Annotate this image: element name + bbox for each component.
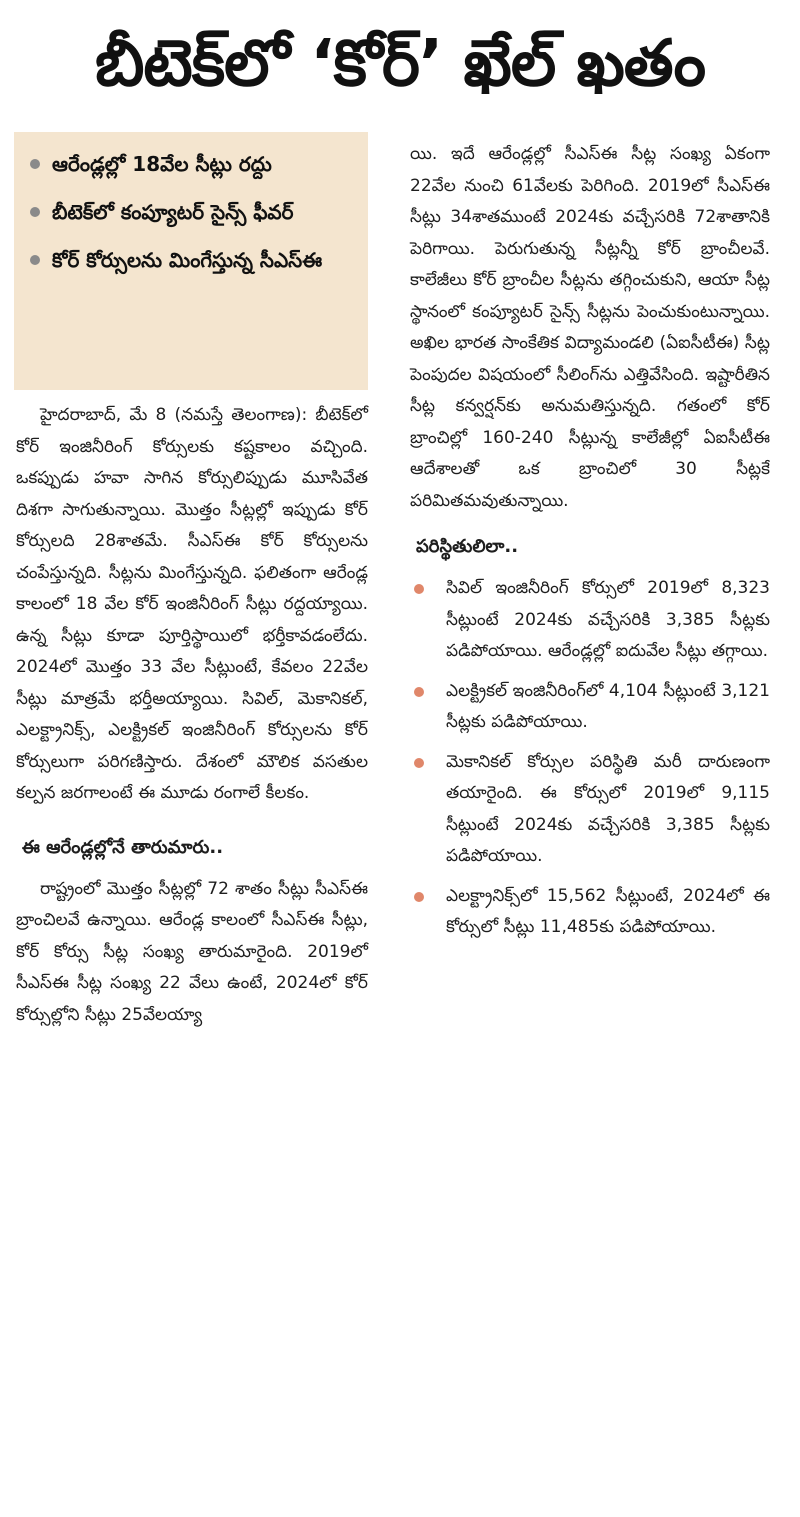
left-column (16, 400, 368, 1031)
intro-paragraph: హైదరాబాద్, మే 8 (నమస్తే తెలంగాణ): బీటెక్‌లో కోర్ ఇంజినీరింగ్ కోర్సులకు కష్టకాలం వచ్చింది. ఒకప్పుడు హవా సాగిన కోర్సులిప్పుడు మూసివేత దిశగా సాగుతున్నాయి. మొత్తం సీట్లల్లో ఇప్పుడు కోర్ కోర్సులది 28శాతమే. సీఎస్‌ఈ కోర్ కోర్సులను చంపేస్తున్నది. సీట్లను మింగేస్తున్నది. ఫలితంగా ఆరేండ్ల కాలంలో 18 వేల కోర్ ఇంజినీరింగ్ సీట్లు రద్దయ్యాయి. ఉన్న సీట్లు కూడా పూర్తిస్థాయిలో భర్తీకావడంలేదు. 2024లో మొత్తం 33 వేల సీట్లుంటే, కేవలం 22వేల సీట్లు మాత్రమే భర్తీఅయ్యాయి. సివిల్, మెకానికల్, ఎలక్ట్రానిక్స్, ఎలక్ట్రికల్ ఇంజినీరింగ్ కోర్సులను కోర్ కోర్సులుగా పరిగణిస్తారు. దేశంలో మౌలిక వసతుల కల్పన జరగాలంటే ఈ మూడు రంగాలే కీలకం. (16, 405, 368, 803)
body-paragraph-continued: యి. ఇదే ఆరేండ్లల్లో సీఎస్‌ఈ సీట్ల సంఖ్య ఏకంగా 22వేల నుంచి 61వేలకు పెరిగింది. 2019లో సీఎస్‌ఈ సీట్లు 34శాతముంటే 2024కు వచ్చేసరికి 72శాతానికి పెరిగాయి. పెరుగుతున్న సీట్లన్నీ కోర్ బ్రాంచీలవే. కాలేజీలు కోర్ బ్రాంచీల సీట్లను తగ్గించుకుని, ఆయా సీట్ల స్థానంలో కంప్యూటర్ సైన్స్ సీట్లను పెంచుకుంటున్నాయి. అఖిల భారత సాంకేతిక విద్యామండలి (ఏఐసీటీఈ) సీట్ల పెంపుదల విషయంలో సీలింగ్‌ను ఎత్తివేసింది. ఇష్టారీతిన సీట్ల కన్వర్షన్‌కు అనుమతిస్తున్నది. గతంలో కోర్ బ్రాంచిల్లో 160-240 సీట్లున్న కాలేజీల్లో ఏఐసీటీఈ ఆదేశాలతో ఒక బ్రాంచిలో 30 సీట్లకే పరిమితమవుతున్నాయి. (410, 144, 770, 511)
statistic-item-civil: సివిల్ ఇంజినీరింగ్ కోర్సులో 2019లో 8,323 సీట్లుంటే 2024కు వచ్చేసరికి 3,385 సీట్లకు పడిపోయాయి. ఆరేండ్లల్లో ఐదువేల సీట్లు తగ్గాయి. (410, 573, 770, 668)
statistic-item-mechanical: మెకానికల్ కోర్సుల పరిస్థితి మరీ దారుణంగా తయారైంది. ఈ కోర్సులో 2019లో 9,115 సీట్లుంటే 2024కు వచ్చేసరికి 3,385 సీట్లకు పడిపోయాయి. (410, 747, 770, 873)
statistics-list (410, 573, 770, 944)
body-paragraph: రాష్ట్రంలో మొత్తం సీట్లల్లో 72 శాతం సీట్లు సీఎస్‌ఈ బ్రాంచిలవే ఉన్నాయి. ఆరేండ్ల కాలంలో సీఎస్‌ఈ సీట్లు, కోర్ కోర్సు సీట్ల సంఖ్య తారుమారైంది. 2019లో సీఎస్‌ఈ సీట్ల సంఖ్య 22 వేలు ఉంటే, 2024లో కోర్ కోర్సుల్లోని సీట్లు 25వేలయ్యా (16, 878, 368, 1025)
highlight-item: కోర్ కోర్సులను మింగేస్తున్న సీఎస్‌ఈ (28, 240, 360, 280)
highlights-list (28, 144, 360, 280)
highlight-item: బీటెక్‌లో కంప్యూటర్ సైన్స్ ఫీవర్ (28, 192, 360, 232)
highlight-item: ఆరేండ్లల్లో 18వేల సీట్లు రద్దు (28, 144, 360, 184)
subheading-reversal: ఈ ఆరేండ్లల్లోనే తారుమారు.. (22, 836, 224, 858)
statistic-item-electrical: ఎలక్ట్రికల్ ఇంజినీరింగ్‌లో 4,104 సీట్లుంటే 3,121 సీట్లకు పడిపోయాయి. (410, 676, 770, 739)
statistic-item-electronics: ఎలక్ట్రానిక్స్‌లో 15,562 సీట్లుంటే, 2024లో ఈ కోర్సులో సీట్లు 11,485కు పడిపోయాయి. (410, 881, 770, 944)
right-column (410, 139, 770, 952)
highlights-box (14, 132, 368, 390)
subheading-situation: పరిస్థితులిలా.. (416, 536, 519, 557)
headline: బీటెక్‌లో ‘కోర్’ ఖేల్ ఖతం (94, 27, 706, 101)
